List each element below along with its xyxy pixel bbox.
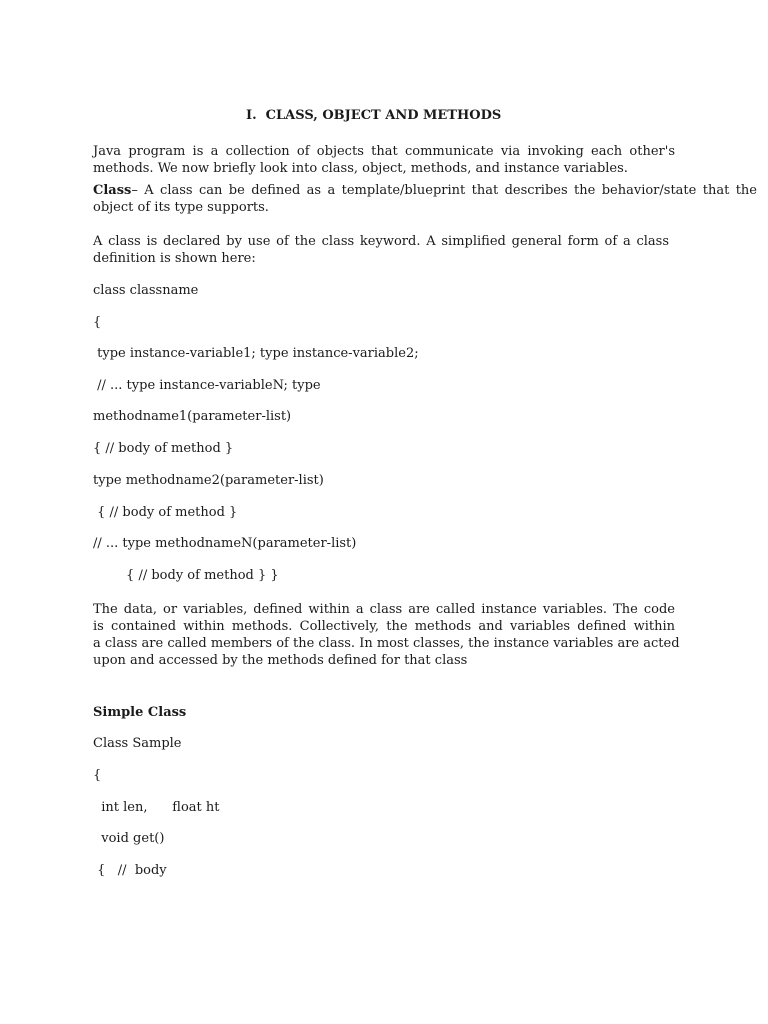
section-number: I. bbox=[246, 108, 257, 123]
class-definition-text: – A class can be defined as a template/blueprint that describes the behavior/state that the bbox=[131, 183, 757, 198]
code-line: { // body of method } bbox=[93, 505, 238, 520]
declared-line-1: A class is declared by use of the class keyword. A simplified general form of a class bbox=[93, 234, 669, 249]
code-line: class classname bbox=[93, 283, 199, 298]
section-title: CLASS, OBJECT AND METHODS bbox=[265, 108, 502, 123]
class-term: Class bbox=[93, 183, 132, 198]
code-line: // ... type methodnameN(parameter-list) bbox=[93, 536, 357, 551]
code-line: { bbox=[93, 768, 102, 783]
members-line-2: is contained within methods. Collectively, the methods and variables defined within bbox=[93, 619, 675, 634]
code-line: { // body bbox=[93, 863, 167, 878]
members-line-4: upon and accessed by the methods defined for that class bbox=[93, 653, 468, 668]
section-heading bbox=[246, 108, 501, 123]
members-line-3: a class are called members of the class. In most classes, the instance variables are acted bbox=[93, 636, 680, 651]
code-line: { bbox=[93, 315, 102, 330]
members-line-1: The data, or variables, defined within a class are called instance variables. The code bbox=[93, 602, 675, 617]
code-line: int len, float ht bbox=[93, 800, 220, 815]
intro-line-2: methods. We now briefly look into class, object, methods, and instance variables. bbox=[93, 161, 628, 176]
declared-line-2: definition is shown here: bbox=[93, 251, 256, 266]
code-line: type methodname2(parameter-list) bbox=[93, 473, 324, 488]
code-line: methodname1(parameter-list) bbox=[93, 409, 292, 424]
simple-class-heading: Simple Class bbox=[93, 705, 187, 720]
class-definition-line-1 bbox=[93, 182, 757, 199]
intro-line-1: Java program is a collection of objects that communicate via invoking each other's bbox=[93, 144, 675, 159]
code-line: type instance-variable1; type instance-variable2; bbox=[93, 346, 419, 361]
code-line: void get() bbox=[93, 831, 165, 846]
code-line: { // body of method } bbox=[93, 441, 234, 456]
code-line: { // body of method } } bbox=[93, 568, 279, 583]
code-line: Class Sample bbox=[93, 736, 182, 751]
code-line: // ... type instance-variableN; type bbox=[93, 378, 321, 393]
class-definition-line-2: object of its type supports. bbox=[93, 200, 269, 215]
